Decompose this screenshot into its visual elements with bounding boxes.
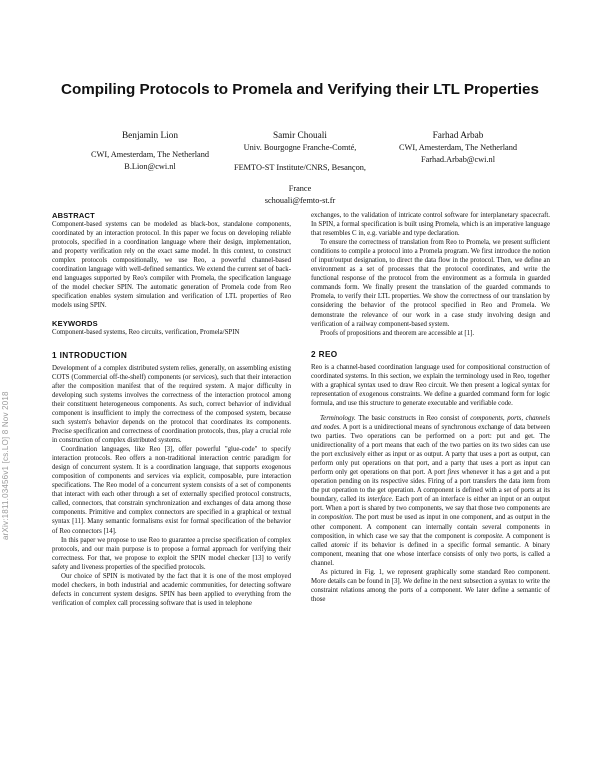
author-email: Farhad.Arbab@cwi.nl xyxy=(421,155,495,164)
reo-text: Each port of an interface is either an input or an output port. When a port is shared by two components, we say that those two components are in xyxy=(311,496,550,522)
author-name: Farhad Arbab xyxy=(432,131,484,141)
paper-title: Compiling Protocols to Promela and Verifying their LTL Properties xyxy=(61,81,539,98)
author-email: B.Lion@cwi.nl xyxy=(124,162,176,171)
keywords-text: Component-based systems, Reo circuits, verification, Promela/SPIN xyxy=(52,328,240,336)
reo-emph: interface. xyxy=(367,496,394,504)
reo-emph: atomic xyxy=(331,541,350,549)
section-heading-reo: 2 REO xyxy=(311,349,338,359)
author-affiliation: CWI, Amesterdam, The Netherland xyxy=(90,150,210,159)
intro-cont-paragraph-1: exchanges, to the validation of intricate control software for interplanetary spacecraft. In SPIN, a formal specification is built using Promela, which is an imperative language that resembles C in, e.g. variable and type declaration. xyxy=(311,212,550,238)
reo-emph: components, ports, channels and nodes. xyxy=(311,414,550,431)
reo-text: The basic constructs in Reo consist of xyxy=(355,414,471,422)
author-affiliation: FEMTO-ST Institute/CNRS, Besançon, xyxy=(234,163,366,172)
intro-cont-paragraph-3: Proofs of propositions and theorem are accessible at [1]. xyxy=(320,329,475,337)
author-block-3 xyxy=(378,128,538,166)
author-block-2-cont xyxy=(225,183,375,207)
author-country: France xyxy=(288,184,312,193)
reo-text: The port must be used as input in one component, and as output in the other component. A component can internally contain several components in composition, in which case we say that the component is xyxy=(311,514,550,540)
author-email: schouali@femto-st.fr xyxy=(264,196,336,205)
intro-paragraph-4: Our choice of SPIN is motivated by the fact that it is one of the most employed model checkers, in both industrial and academic communities, for detecting software defects in concurrent system designs. SPIN has been applied to everything from the verification of complex call processing software that is used in telephone xyxy=(52,572,291,607)
right-column xyxy=(311,211,550,604)
reo-text: whenever it has a get and a put operation pending on its respective sides. Firing of a port transfers the data item from the put operation to the get operation. A component is defined with a set of ports at its boundary, called its xyxy=(311,469,550,504)
author-block-1 xyxy=(80,128,220,173)
reo-emph: fires xyxy=(447,469,460,477)
reo-paragraph-1: Reo is a channel-based coordination language used for compositional construction of coordinated systems. In this section, we explain the terminology used in Reo, together with a graphical syntax used to draw Reo circuit. We then present a logical syntax for representation of exogenous constraints. We define a guarded command form for logic formula, and use this structure to generate executable and verifiable code. xyxy=(311,363,550,407)
arxiv-stamp: arXiv:1811.03456v1 [cs.LO] 8 Nov 2018 xyxy=(1,391,10,540)
reo-text: A port is a unidirectional means of synchronous exchange of data between two parties. Two operations can be performed on a port: put and get. The unidirectionality of a port means that each of the two parties on its two sides can use the port exclusively either as input or as output. A party that uses a port as output, can perform only put operations on that port, and a party that uses a port as input can perform only get operations on that port. A port xyxy=(311,423,550,477)
abstract-heading: ABSTRACT xyxy=(52,211,95,220)
terminology-label: Terminology. xyxy=(320,414,356,422)
author-affiliation: Univ. Bourgogne Franche-Comté, xyxy=(243,143,357,152)
intro-paragraph-1: Development of a complex distributed system relies, generally, on assembling existing COTS (Commercial off-the-shelf) components (or services), such that their interaction after the composition manifest that of the required system. A major difficulty in developing such systems involves the correctness of the interaction protocol among their constituent heterogeneous components. As such, correct behavior of individual component is insufficient to imply the correctness of the composed system, because such system's behavior depends on the protocol that coordinates its components. Precise specification and correctness of coordination protocols, thus, play a crucial role in construction of complex distributed systems. xyxy=(52,364,291,445)
reo-text: if its behavior is defined in a specific formal semantic. A binary component, meaning that one whose interface consists of only two ports, is called a channel. xyxy=(311,541,550,567)
section-heading-introduction: 1 INTRODUCTION xyxy=(52,350,128,360)
author-name: Benjamin Lion xyxy=(121,131,179,141)
intro-paragraph-3: In this paper we propose to use Reo to guarantee a precise specification of complex protocols, and our main purpose is to propose a formal approach for verifying their correctness. For that, we propose to exploit the SPIN model checker [13] to verify safety and liveness properties of the specified protocols. xyxy=(52,536,291,571)
reo-text: A component is called xyxy=(311,532,550,549)
left-column xyxy=(52,211,291,608)
reo-emph: composition. xyxy=(318,514,354,522)
intro-cont-paragraph-2: To ensure the correctness of translation from Reo to Promela, we present sufficient conditions to compile a protocol into a Promela program. We first introduce the notion of input/output designation, to direct the data flow in the protocol. Then, we define an environment as a set of processes that the protocol coordinates, and write the functional response of the protocol from the environment as a formula in guarded commands form. We finally present the translation of the guarded commands to Promela, to verify their LTL properties. We show the correctness of our translation by considering the behavior of the protocol specified in Reo and Promela. We demonstrate the relevance of our work in a case study involving design and verification of a railway component-based system. xyxy=(311,239,550,328)
author-block-2 xyxy=(225,128,375,174)
reo-paragraph-2 xyxy=(311,414,550,568)
author-name: Samir Chouali xyxy=(273,131,327,141)
keywords-heading: KEYWORDS xyxy=(52,318,98,328)
abstract-text: Component-based systems can be modeled as black-box, standalone components, coordinated by an interaction protocol. In this paper we focus on developing reliable protocols, specified in a coordination language where their design, implementation, and property verification rely on the exact same model. In this context, to construct complex protocols compositionally, we use Reo, a powerful channel-based coordination language with well-defined semantics. We extend the current set of back-end languages supported by Reo's compiler with Promela, the specification language of the model checker SPIN. The automatic generation of Promela code from Reo specification enables system simulation and verification of LTL properties of Reo models using SPIN. xyxy=(52,221,291,310)
reo-paragraph-3: As pictured in Fig. 1, we represent graphically some standard Reo component. More details can be found in [3]. We define in the next subsection a syntax to write the constraint relations among the ports of a component. We later define a semantic of those xyxy=(311,568,550,603)
intro-paragraph-2: Coordination languages, like Reo [3], offer powerful "glue-code" to specify interaction protocols. Reo offers a non-traditional interaction centric paradigm for design of concurrent system. It is a coordination language, that supports exogenous composition of components and services via explicit, composable, pure interaction specifications. The Reo model of a concurrent system consists of a set of components that interact with each other through a set of externally specified protocol constructs, called, connectors, that constrain synchronization and exchanges of data among those components. Primitive and complex connectors are specified in a graphical or textual syntax [11]. Many semantic formalisms exist for formal specification of the behavior of Reo connectors [14]. xyxy=(52,446,291,535)
author-affiliation: CWI, Amesterdam, The Netherland xyxy=(398,143,518,152)
reo-emph: composite. xyxy=(474,532,504,540)
